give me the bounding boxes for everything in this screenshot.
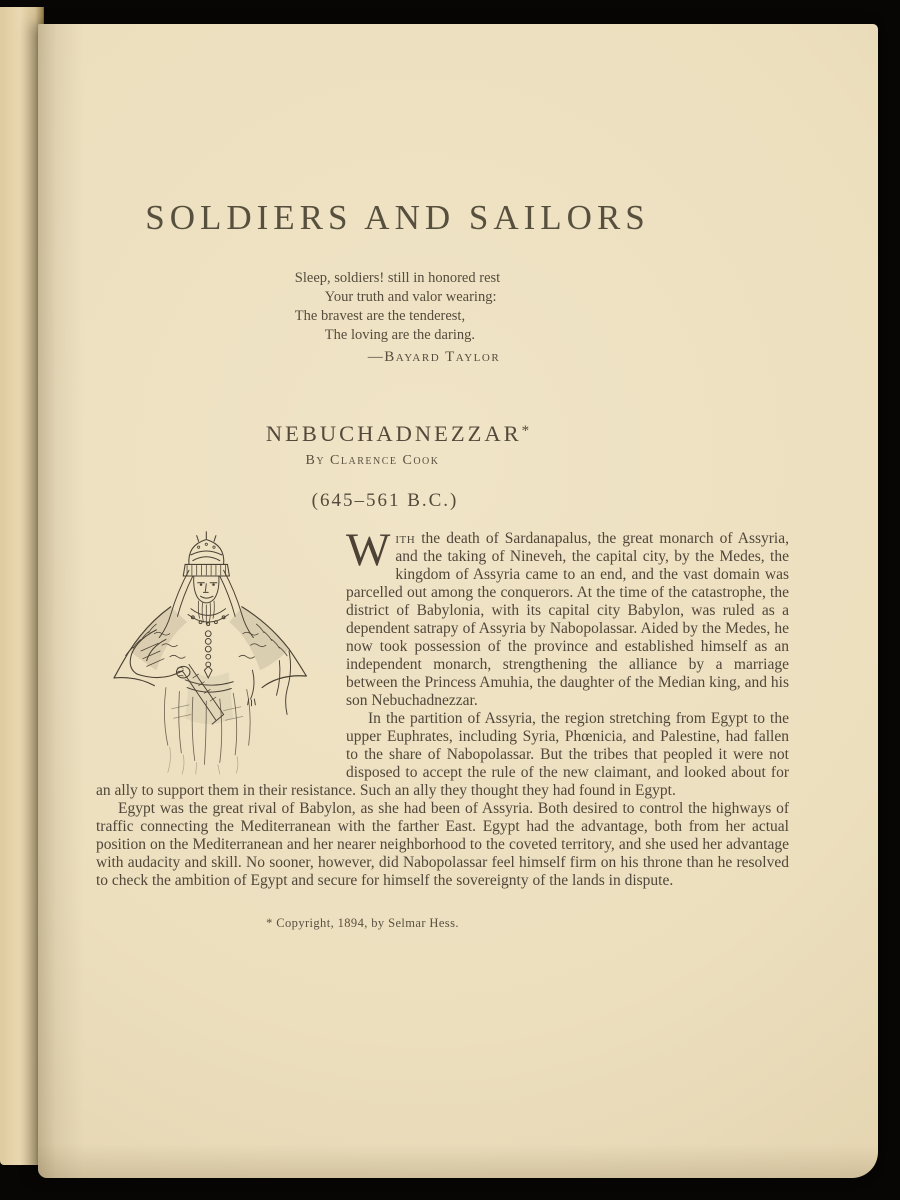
poem-line: Sleep, soldiers! still in honored rest (294, 270, 501, 286)
chapter-title-text: NEBUCHADNEZZAR (265, 421, 522, 446)
poem-line: Your truth and valor wearing: (324, 289, 497, 305)
epigraph-poem (295, 269, 500, 367)
chapter-title (96, 423, 699, 446)
chapter-byline: By Clarence Cook (305, 452, 440, 468)
paragraph: In the partition of Assyria, the region stretching from Egypt to the upper Euphrates, including Syria, Phœnicia, and Palestine, had fallen to the share of Nabopolassar. But the tribes that peopled it were not disposed to accept the rule of the new claimant, and looked about for an ally to support them in their resistance. Such an ally they thought they had found in Egypt. (96, 709, 789, 799)
footnote-marker: * (521, 423, 530, 439)
copyright-footnote: * Copyright, 1894, by Selmar Hess. (266, 915, 459, 930)
book-title: SOLDIERS AND SAILORS (145, 198, 650, 237)
poem-line: The bravest are the tenderest, (294, 308, 466, 324)
chapter-dates: (645–561 B.C.) (311, 489, 459, 511)
paragraph-text: the death of Sardanapalus, the great monarch of Assyria, and the taking of Nineveh, the capital city, by the Medes, the kingdom of Assyria came to an end, and the vast domain was parcelled out among the conquerors. At the time of the catastrophe, the district of Babylonia, with its capital city Babylon, was ruled as a dependent satrapy of Assyria by Nabopolassar. Aided by the Medes, he now took possession of the province and established himself as an independent monarch, strengthening the alliance by a marriage between the Princess Amuhia, the daughter of the Median king, and his son Nebuchadnezzar. (346, 529, 789, 709)
book-page (38, 24, 878, 1178)
epigraph-attribution: —Bayard Taylor (367, 349, 501, 365)
paragraph: Egypt was the great rival of Babylon, as she had been of Assyria. Both desired to control the highways of traffic connecting the Mediterranean with the farther East. Egypt had the advantage, both from her actual position on the Mediterranean and her nearer neighborhood to the coveted territory, and she used her advantage with audacity and skill. No sooner, however, did Nabopolassar feel himself firm on his throne than he resolved to check the ambition of Egypt and secure for himself the sovereignty of the lands in dispute. (96, 799, 789, 889)
poem-line: The loving are the daring. (324, 327, 475, 343)
drop-cap: W (346, 523, 391, 576)
nebuchadnezzar-engraving (96, 526, 332, 776)
epigraph (96, 269, 699, 367)
chapter-body (96, 523, 789, 890)
lead-small-caps: ith (395, 529, 416, 547)
